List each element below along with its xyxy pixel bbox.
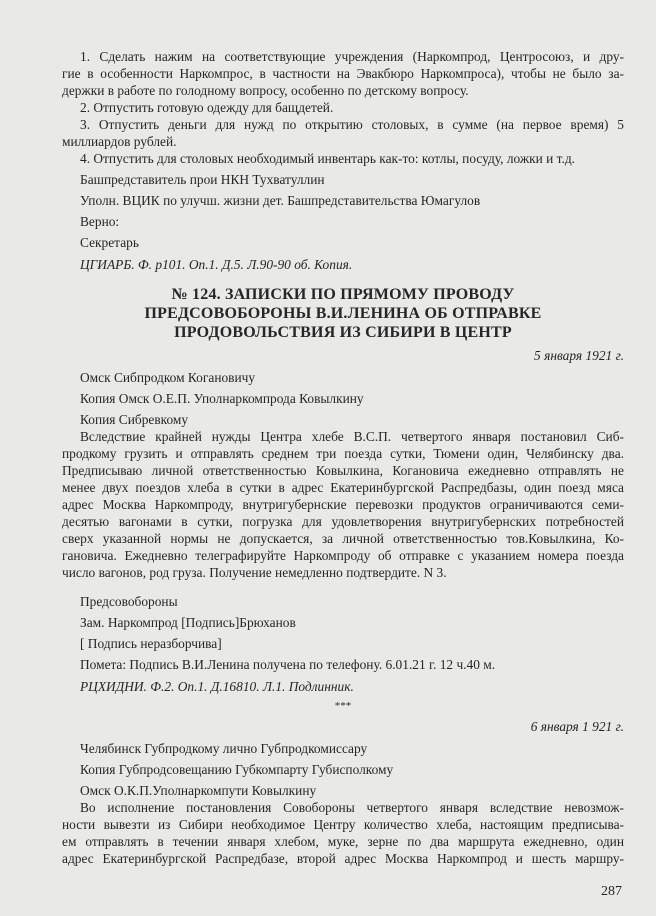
text-line: Секретарь <box>80 235 139 250</box>
text-line <box>62 213 624 230</box>
text-line: Верно: <box>80 214 120 229</box>
paragraph-line: сверх указанной нормы не допускается, за личной ответственностью тов.Ковылкина, Ко- <box>62 531 624 546</box>
paragraph-line: десятью вагонами в сутки, погрузка для удовлетворения внутригубернских потребностей <box>62 514 624 529</box>
paragraph <box>62 150 624 167</box>
paragraph <box>62 799 624 867</box>
paragraph-line: держки в работе по голодному вопросу, особенно по детскому вопросу. <box>62 83 469 98</box>
text-line: Зам. Наркомпрод [Подпись]Брюханов <box>80 615 296 630</box>
text-line: Челябинск Губпродкому лично Губпродкомиссару <box>80 741 368 756</box>
paragraph-line: гановича. Ежедневно телеграфируйте Наркомпроду об отправке с указанием номера поезда <box>62 548 624 563</box>
paragraph-line: 1. Сделать нажим на соответствующие учреждения (Наркомпрод, Центросоюз, и дру- <box>80 49 624 64</box>
document-title: № 124. ЗАПИСКИ ПО ПРЯМОМУ ПРОВОДУ <box>171 286 515 303</box>
section-separator: *** <box>334 700 352 712</box>
text-line <box>62 740 624 757</box>
archive-source <box>62 678 624 695</box>
archive-source <box>62 256 624 273</box>
text-line <box>62 635 624 652</box>
text-line: Башпредставитель прои НКН Тухватуллин <box>80 172 325 187</box>
paragraph <box>62 116 624 150</box>
document-date <box>62 347 624 364</box>
paragraph-line: Во исполнение постановления Совобороны четвертого января вследствие невозмож- <box>80 800 624 815</box>
paragraph-line: адрес Москва Наркомпроду, внутригубернские перевозки продуктов ограничиваются семи- <box>62 497 624 512</box>
text-line: Омск Сибпродком Когановичу <box>80 370 256 385</box>
paragraph-line: адрес Екатеринбургской Распредбазе, второй адрес Москва Наркомпрод и шесть маршру- <box>62 851 624 866</box>
text-line <box>62 369 624 386</box>
paragraph <box>62 48 624 99</box>
paragraph-line: продкому грузить и отправлять среднем три поезда сутки, Тюмени один, Челябинску два. <box>62 446 624 461</box>
document-date: 5 января 1921 г. <box>534 348 624 363</box>
paragraph-line: Вследствие крайней нужды Центра хлебе В.С.П. четвертого января постановил Сиб- <box>80 429 624 444</box>
paragraph-line: 2. Отпустить готовую одежду для бащдетей. <box>80 100 334 115</box>
page-number: 287 <box>601 884 622 899</box>
section-separator <box>62 699 624 713</box>
text-line <box>62 411 624 428</box>
text-line: Копия Губпродсовещанию Губкомпарту Губисполкому <box>80 762 394 777</box>
paragraph-line: менее двух поездов хлеба в сутки в адрес Екатеринбургской Распредбазы, один поезд мяса <box>62 480 624 495</box>
paragraph-line: Предписываю личной ответственностью Ковылкина, Когановича ежедневно отправлять не <box>62 463 624 478</box>
document-title: ПРЕДСОВОБОРОНЫ В.И.ЛЕНИНА ОБ ОТПРАВКЕ <box>144 305 542 322</box>
paragraph-line: 3. Отпустить деньги для нужд по открытию столовых, в сумме (на первое время) 5 <box>80 117 624 132</box>
paragraph-line: гие в особенности Наркомпрос, в частности на Эвакбюро Наркомпроса), чтобы не было за- <box>62 66 624 81</box>
archive-source: РЦХИДНИ. Ф.2. Оп.1. Д.16810. Л.1. Подлинник. <box>80 679 354 694</box>
paragraph-line: ем отправлять в течении января хлебом, муке, зерне по два маршрута ежедневно, один <box>62 834 624 849</box>
paragraph-line: ности вывезти из Сибири необходимое Центру количество хлеба, настоящим предписыва- <box>62 817 624 832</box>
text-line <box>62 192 624 209</box>
text-line <box>62 171 624 188</box>
text-line <box>62 614 624 631</box>
document-title <box>62 285 624 342</box>
text-line <box>62 593 624 610</box>
text-line: Копия Сибревкому <box>80 412 189 427</box>
document-page <box>62 48 624 867</box>
archive-source: ЦГИАРБ. Ф. р101. Оп.1. Д.5. Л.90-90 об. Копия. <box>80 257 353 272</box>
text-line: [ Подпись неразборчива] <box>80 636 222 651</box>
paragraph-line: 4. Отпустить для столовых необходимый инвентарь как-то: котлы, посуду, ложки и т.д. <box>80 151 576 166</box>
text-line <box>62 390 624 407</box>
text-line <box>62 761 624 778</box>
text-line: Уполн. ВЦИК по улучш. жизни дет. Башпредставительства Юмагулов <box>80 193 481 208</box>
text-line: Омск О.К.П.Уполнаркомпути Ковылкину <box>80 783 317 798</box>
text-line: Пометa: Подпись В.И.Ленина получена по телефону. 6.01.21 г. 12 ч.40 м. <box>80 657 496 672</box>
document-title: ПРОДОВОЛЬСТВИЯ ИЗ СИБИРИ В ЦЕНТР <box>174 324 512 341</box>
paragraph <box>62 99 624 116</box>
document-date: 6 января 1 921 г. <box>530 719 624 734</box>
paragraph <box>62 428 624 581</box>
paragraph-line: число вагонов, род груза. Получение немедленно подтвердите. N 3. <box>62 565 447 580</box>
text-line: Предсовобороны <box>80 594 178 609</box>
text-line: Копия Омск О.Е.П. Уполнаркомпрода Ковылкину <box>80 391 364 406</box>
document-date <box>62 718 624 735</box>
text-line <box>62 656 624 673</box>
paragraph-line: миллиардов рублей. <box>62 134 177 149</box>
text-line <box>62 782 624 799</box>
text-line <box>62 234 624 251</box>
